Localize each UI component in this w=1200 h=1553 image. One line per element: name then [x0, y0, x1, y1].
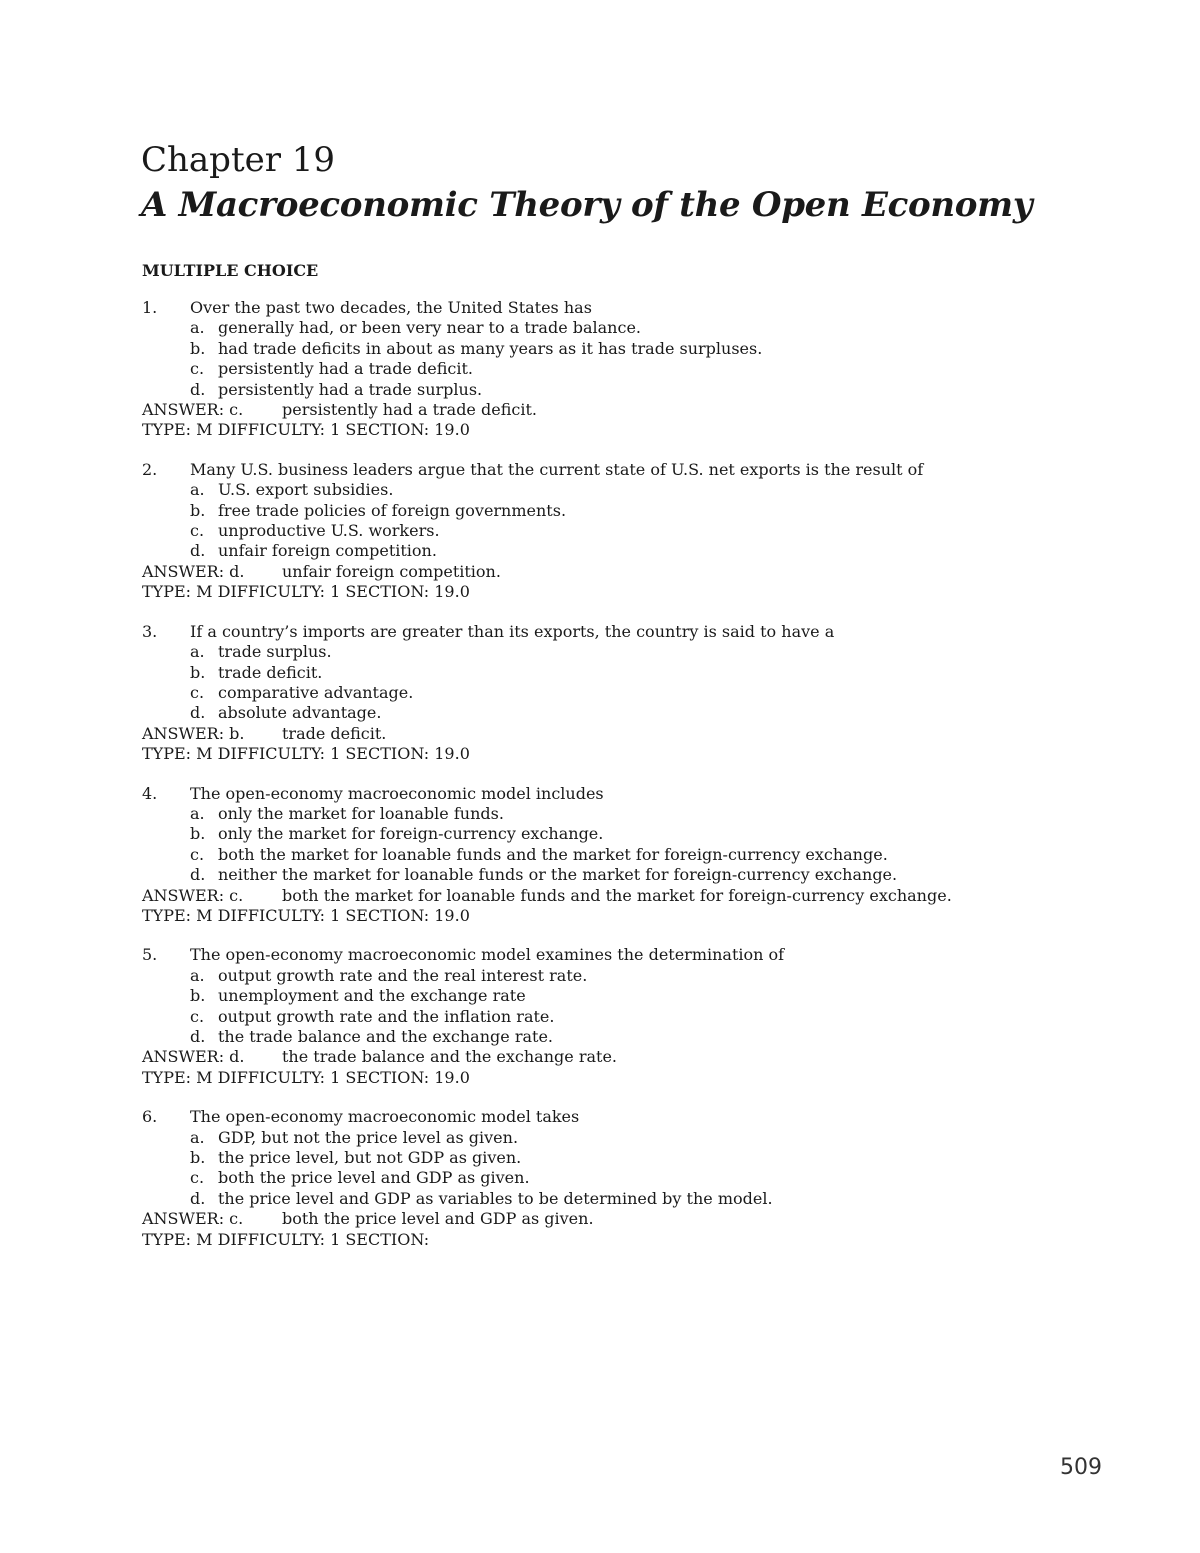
- option-letter: c.: [190, 521, 205, 541]
- answer-line: [142, 562, 1142, 582]
- question-text: The open-economy macroeconomic model includes: [190, 783, 604, 803]
- answer-text: both the price level and GDP as given.: [282, 1209, 594, 1229]
- option-letter: c.: [190, 682, 205, 702]
- option-text: free trade policies of foreign governments.: [218, 500, 567, 520]
- option-b: [142, 663, 1142, 683]
- option-letter: d.: [190, 541, 206, 561]
- option-d: [142, 865, 1142, 885]
- option-text: both the price level and GDP as given.: [218, 1168, 530, 1188]
- answer-text: both the market for loanable funds and the market for foreign-currency exchange.: [282, 885, 952, 905]
- question-4: [142, 784, 1142, 927]
- option-text: only the market for foreign-currency exchange.: [218, 824, 604, 844]
- option-text: unproductive U.S. workers.: [218, 521, 440, 541]
- question-text: The open-economy macroeconomic model takes: [190, 1107, 580, 1127]
- option-text: unemployment and the exchange rate: [218, 986, 526, 1006]
- answer-text: persistently had a trade deficit.: [282, 400, 537, 420]
- answer-text: trade deficit.: [282, 723, 387, 743]
- question-number: 1.: [142, 298, 158, 317]
- option-c: [142, 359, 1142, 379]
- option-letter: d.: [190, 865, 206, 885]
- question-meta: TYPE: M DIFFICULTY: 1 SECTION: 19.0: [142, 582, 470, 602]
- question-meta: TYPE: M DIFFICULTY: 1 SECTION: 19.0: [142, 744, 470, 764]
- question-text: Over the past two decades, the United States has: [190, 298, 592, 317]
- option-text: generally had, or been very near to a trade balance.: [218, 318, 641, 338]
- question-6: [142, 1107, 1142, 1250]
- question-stem: [142, 298, 1142, 318]
- option-c: [142, 1168, 1142, 1188]
- option-text: output growth rate and the real interest rate.: [218, 965, 588, 985]
- answer-line: [142, 724, 1142, 744]
- answer-label: ANSWER: c.: [142, 400, 244, 420]
- question-number: 5.: [142, 945, 158, 965]
- option-a: [142, 318, 1142, 338]
- option-letter: b.: [190, 662, 206, 682]
- question-text: The open-economy macroeconomic model examines the determination of: [190, 945, 785, 965]
- option-letter: a.: [190, 480, 205, 500]
- option-text: only the market for loanable funds.: [218, 803, 504, 823]
- option-a: [142, 480, 1142, 500]
- question-number: 2.: [142, 459, 158, 479]
- question-1: [142, 298, 1142, 441]
- question-text: If a country’s imports are greater than its exports, the country is said to have a: [190, 621, 835, 641]
- question-stem: [142, 460, 1142, 480]
- option-c: [142, 845, 1142, 865]
- question-number: 4.: [142, 783, 158, 803]
- answer-label: ANSWER: d.: [142, 1047, 245, 1067]
- option-a: [142, 1128, 1142, 1148]
- option-letter: a.: [190, 965, 205, 985]
- option-letter: b.: [190, 500, 206, 520]
- option-text: the price level and GDP as variables to be determined by the model.: [218, 1188, 773, 1208]
- option-text: persistently had a trade deficit.: [218, 359, 473, 379]
- option-letter: a.: [190, 642, 205, 662]
- answer-line: [142, 1047, 1142, 1067]
- question-meta: TYPE: M DIFFICULTY: 1 SECTION: 19.0: [142, 420, 470, 440]
- option-letter: d.: [190, 379, 206, 399]
- page-number: 509: [1060, 1455, 1102, 1480]
- question-number: 3.: [142, 621, 158, 641]
- option-letter: c.: [190, 1006, 205, 1026]
- option-text: both the market for loanable funds and the market for foreign-currency exchange.: [218, 844, 888, 864]
- question-2: [142, 460, 1142, 603]
- option-text: trade surplus.: [218, 642, 332, 662]
- option-c: [142, 1007, 1142, 1027]
- question-5: [142, 945, 1142, 1088]
- option-b: [142, 339, 1142, 359]
- answer-label: ANSWER: d.: [142, 561, 245, 581]
- option-a: [142, 804, 1142, 824]
- option-text: absolute advantage.: [218, 703, 382, 723]
- question-stem: [142, 1107, 1142, 1127]
- option-letter: a.: [190, 318, 205, 338]
- question-meta: TYPE: M DIFFICULTY: 1 SECTION: 19.0: [142, 905, 470, 925]
- answer-line: [142, 886, 1142, 906]
- option-a: [142, 642, 1142, 662]
- question-text: Many U.S. business leaders argue that the current state of U.S. net exports is the result of: [190, 459, 924, 479]
- option-letter: b.: [190, 1148, 206, 1168]
- option-text: neither the market for loanable funds or the market for foreign-currency exchange.: [218, 865, 898, 885]
- option-d: [142, 1189, 1142, 1209]
- option-text: had trade deficits in about as many years as it has trade surpluses.: [218, 338, 763, 358]
- answer-label: ANSWER: c.: [142, 885, 244, 905]
- question-stem: [142, 622, 1142, 642]
- option-letter: b.: [190, 338, 206, 358]
- question-list: [142, 298, 1142, 1269]
- option-a: [142, 966, 1142, 986]
- option-letter: d.: [190, 703, 206, 723]
- option-b: [142, 824, 1142, 844]
- option-d: [142, 541, 1142, 561]
- question-meta: TYPE: M DIFFICULTY: 1 SECTION:: [142, 1229, 430, 1249]
- option-text: the trade balance and the exchange rate.: [218, 1027, 553, 1046]
- option-c: [142, 683, 1142, 703]
- option-letter: c.: [190, 1168, 205, 1188]
- option-letter: d.: [190, 1027, 206, 1046]
- option-text: unfair foreign competition.: [218, 541, 437, 561]
- option-letter: b.: [190, 986, 206, 1006]
- option-d: [142, 380, 1142, 400]
- answer-label: ANSWER: c.: [142, 1209, 244, 1229]
- option-text: trade deficit.: [218, 662, 323, 682]
- option-text: output growth rate and the inflation rate.: [218, 1006, 555, 1026]
- chapter-title: A Macroeconomic Theory of the Open Economy: [141, 185, 1033, 225]
- option-text: persistently had a trade surplus.: [218, 379, 483, 399]
- option-letter: c.: [190, 844, 205, 864]
- answer-line: [142, 1209, 1142, 1229]
- answer-label: ANSWER: b.: [142, 723, 245, 743]
- chapter-number: Chapter 19: [141, 140, 336, 180]
- question-number: 6.: [142, 1107, 158, 1127]
- option-letter: d.: [190, 1188, 206, 1208]
- question-meta: TYPE: M DIFFICULTY: 1 SECTION: 19.0: [142, 1067, 470, 1087]
- option-letter: b.: [190, 824, 206, 844]
- option-d: [142, 1027, 1142, 1047]
- option-c: [142, 521, 1142, 541]
- section-heading: MULTIPLE CHOICE: [142, 261, 319, 280]
- option-text: comparative advantage.: [218, 682, 414, 702]
- option-text: U.S. export subsidies.: [218, 480, 394, 500]
- question-stem: [142, 784, 1142, 804]
- option-b: [142, 501, 1142, 521]
- option-text: the price level, but not GDP as given.: [218, 1148, 522, 1168]
- answer-line: [142, 400, 1142, 420]
- question-3: [142, 622, 1142, 765]
- option-d: [142, 703, 1142, 723]
- answer-text: unfair foreign competition.: [282, 561, 501, 581]
- option-b: [142, 1148, 1142, 1168]
- option-b: [142, 986, 1142, 1006]
- option-text: GDP, but not the price level as given.: [218, 1127, 519, 1147]
- option-letter: a.: [190, 1127, 205, 1147]
- option-letter: c.: [190, 359, 205, 379]
- option-letter: a.: [190, 803, 205, 823]
- question-stem: [142, 945, 1142, 965]
- answer-text: the trade balance and the exchange rate.: [282, 1047, 617, 1067]
